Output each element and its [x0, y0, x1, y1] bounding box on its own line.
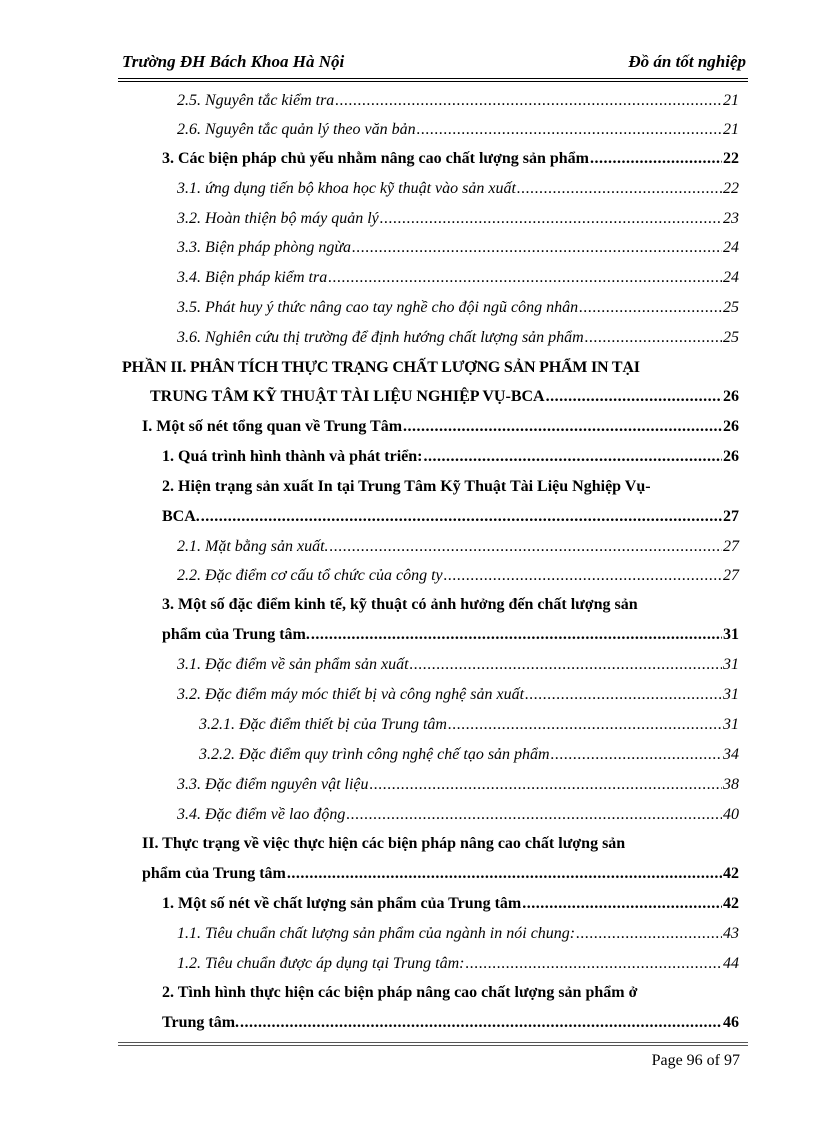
toc-entry: I. Một số nét tổng quan về Trung Tâm ..... 26: [142, 414, 739, 440]
toc-entry: 1. Quá trình hình thành và phát triển: ..... 26: [162, 444, 739, 470]
toc-entry: 3.2.1. Đặc điểm thiết bị của Trung tâm ..... 31: [199, 712, 739, 738]
footer-rule-1: [118, 1042, 748, 1043]
header-rule-2: [118, 81, 748, 82]
toc-entry: Trung tâm. ..... 46: [162, 1010, 739, 1036]
page-header: [122, 52, 746, 78]
toc-entry: 1. Một số nét về chất lượng sản phẩm của Trung tâm ..... 42: [162, 891, 739, 917]
header-doc-type: Đồ án tốt nghiệp: [628, 52, 746, 71]
toc-entry: 3.1. Đặc điểm về sản phẩm sản xuất ..... 31: [177, 652, 739, 678]
toc-entry-line1: 3. Một số đặc điểm kinh tế, kỹ thuật có ảnh hưởng đến chất lượng sản: [162, 596, 638, 613]
toc-entry: 2.6. Nguyên tắc quản lý theo văn bản ..... 21: [177, 117, 739, 143]
toc-entry: 2.1. Mặt bằng sản xuất. ..... 27: [177, 534, 739, 560]
toc-entry: phẩm của Trung tâm ..... 42: [142, 861, 739, 887]
toc-entry: 1.1. Tiêu chuẩn chất lượng sản phẩm của ngành in nói chung: ..... 43: [177, 921, 739, 947]
header-rule-1: [118, 78, 748, 79]
toc-entry: 3. Các biện pháp chủ yếu nhằm nâng cao chất lượng sản phẩm ..... 22: [162, 146, 739, 172]
toc-entry: 3.2. Hoàn thiện bộ máy quản lý ..... 23: [177, 206, 739, 232]
toc-entry: 3.1. ứng dụng tiến bộ khoa học kỹ thuật vào sản xuất ..... 22: [177, 176, 739, 202]
toc-entry: TRUNG TÂM KỸ THUẬT TÀI LIỆU NGHIỆP VỤ-BCA ..... 26: [150, 384, 739, 410]
toc-part-heading: PHẦN II. PHÂN TÍCH THỰC TRẠNG CHẤT LƯỢNG SẢN PHẨM IN TẠI: [122, 359, 640, 376]
toc-entry: 3.2. Đặc điểm máy móc thiết bị và công nghệ sản xuất ..... 31: [177, 682, 739, 708]
toc-entry: 3.4. Đặc điểm về lao động ..... 40: [177, 802, 739, 828]
toc-entry: BCA. ..... 27: [162, 504, 739, 530]
toc-entry: 1.2. Tiêu chuẩn được áp dụng tại Trung tâm: ..... 44: [177, 951, 739, 977]
page-number-footer: Page 96 of 97: [651, 1052, 740, 1069]
toc-entry: 3.3. Đặc điểm nguyên vật liệu ..... 38: [177, 772, 739, 798]
toc-entry: 3.2.2. Đặc điểm quy trình công nghệ chế tạo sản phẩm ..... 34: [199, 742, 739, 768]
toc-entry: 3.4. Biện pháp kiểm tra ..... 24: [177, 265, 739, 291]
toc-entry-line1: 2. Hiện trạng sản xuất In tại Trung Tâm Kỹ Thuật Tài Liệu Nghiệp Vụ-: [162, 478, 651, 495]
toc-entry: 2.2. Đặc điểm cơ cấu tổ chức của công ty ..... 27: [177, 563, 739, 589]
toc-entry: 3.3. Biện pháp phòng ngừa ..... 24: [177, 235, 739, 261]
toc-entry-line1: II. Thực trạng về việc thực hiện các biện pháp nâng cao chất lượng sản: [142, 835, 626, 852]
toc-entry: 2.5. Nguyên tắc kiểm tra ..... 21: [177, 88, 739, 114]
toc-entry-line1: 2. Tình hình thực hiện các biện pháp nâng cao chất lượng sản phẩm ở: [162, 984, 638, 1001]
toc-entry: 3.6. Nghiên cứu thị trường để định hướng chất lượng sản phẩm ..... 25: [177, 325, 739, 351]
header-school: Trường ĐH Bách Khoa Hà Nội: [122, 52, 345, 71]
footer-rule-2: [118, 1045, 748, 1046]
toc-entry: phẩm của Trung tâm. ..... 31: [162, 622, 739, 648]
toc-entry: 3.5. Phát huy ý thức nâng cao tay nghề cho đội ngũ công nhân ..... 25: [177, 295, 739, 321]
